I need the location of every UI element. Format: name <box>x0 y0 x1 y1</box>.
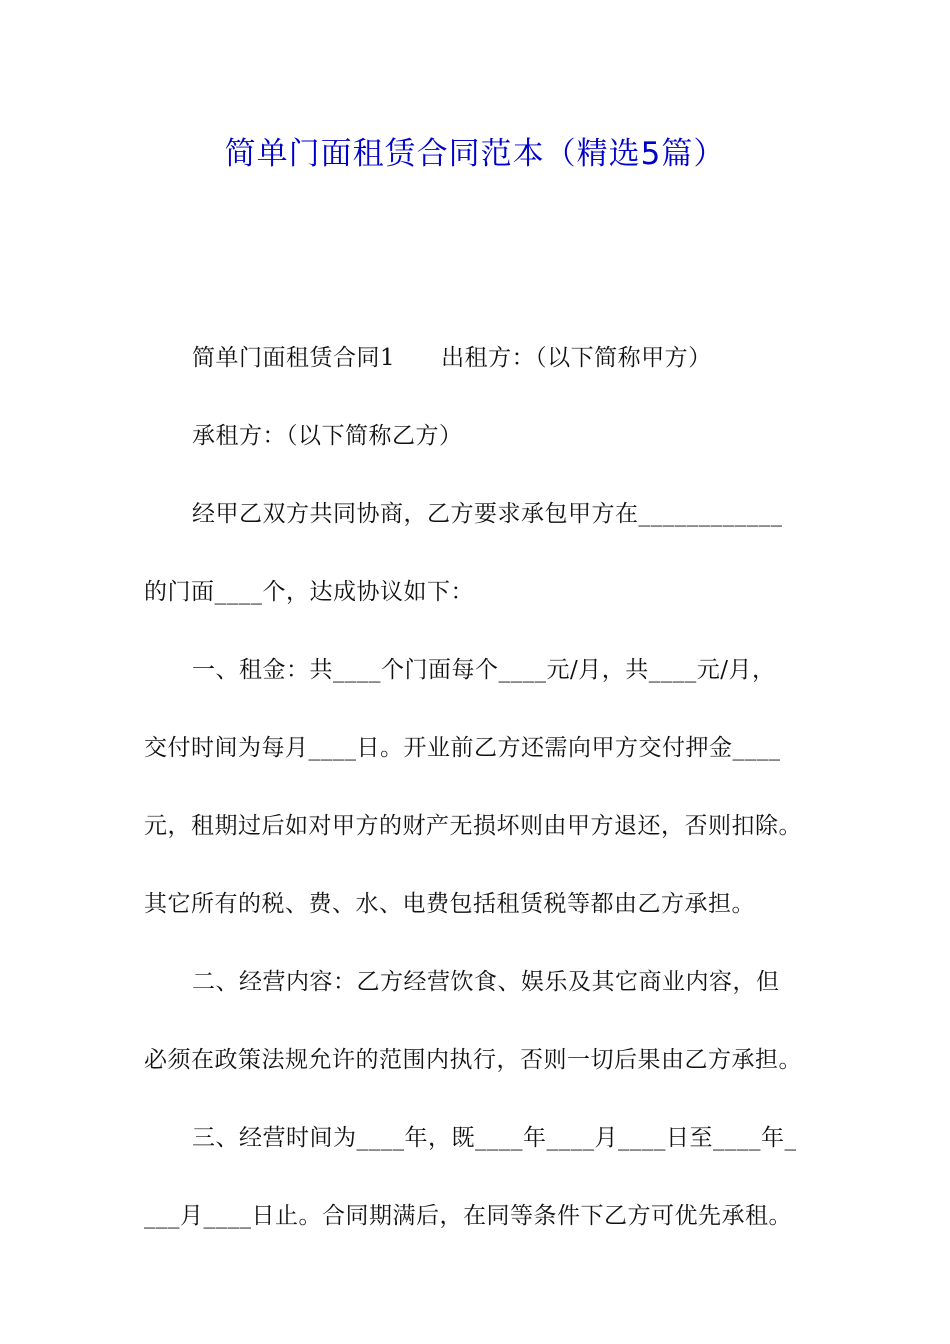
paragraph-line-7: 元，租期过后如对甲方的财产无损坏则由甲方退还，否则扣除。 <box>144 813 802 839</box>
paragraph-line-1 <box>144 340 834 377</box>
paragraph-line-2: 承租方：（以下简称乙方） <box>192 423 463 449</box>
contract-heading: 简单门面租赁合同1 <box>192 345 396 371</box>
paragraph-line-9: 二、经营内容：乙方经营饮食、娱乐及其它商业内容，但 <box>192 969 780 995</box>
paragraph-line-8: 其它所有的税、费、水、电费包括租赁税等都由乙方承担。 <box>144 891 755 917</box>
paragraph-line-3: 经甲乙双方共同协商，乙方要求承包甲方在____________ <box>192 501 783 527</box>
paragraph-line-4: 的门面____个，达成协议如下： <box>144 579 474 605</box>
document-title: 简单门面租赁合同范本（精选5篇） <box>224 136 726 172</box>
paragraph-line-6: 交付时间为每月____日。开业前乙方还需向甲方交付押金____ <box>144 735 781 761</box>
lessor-line: 出租方：（以下简称甲方） <box>441 345 712 371</box>
document-body <box>144 340 834 1276</box>
paragraph-line-12: ___月____日止。合同期满后，在同等条件下乙方可优先承租。 <box>144 1203 792 1229</box>
paragraph-line-11: 三、经营时间为____年，既____年____月____日至____年_ <box>192 1125 797 1151</box>
paragraph-line-5: 一、租金：共____个门面每个____元/月，共____元/月， <box>192 657 776 683</box>
paragraph-line-10: 必须在政策法规允许的范围内执行，否则一切后果由乙方承担。 <box>144 1047 802 1073</box>
